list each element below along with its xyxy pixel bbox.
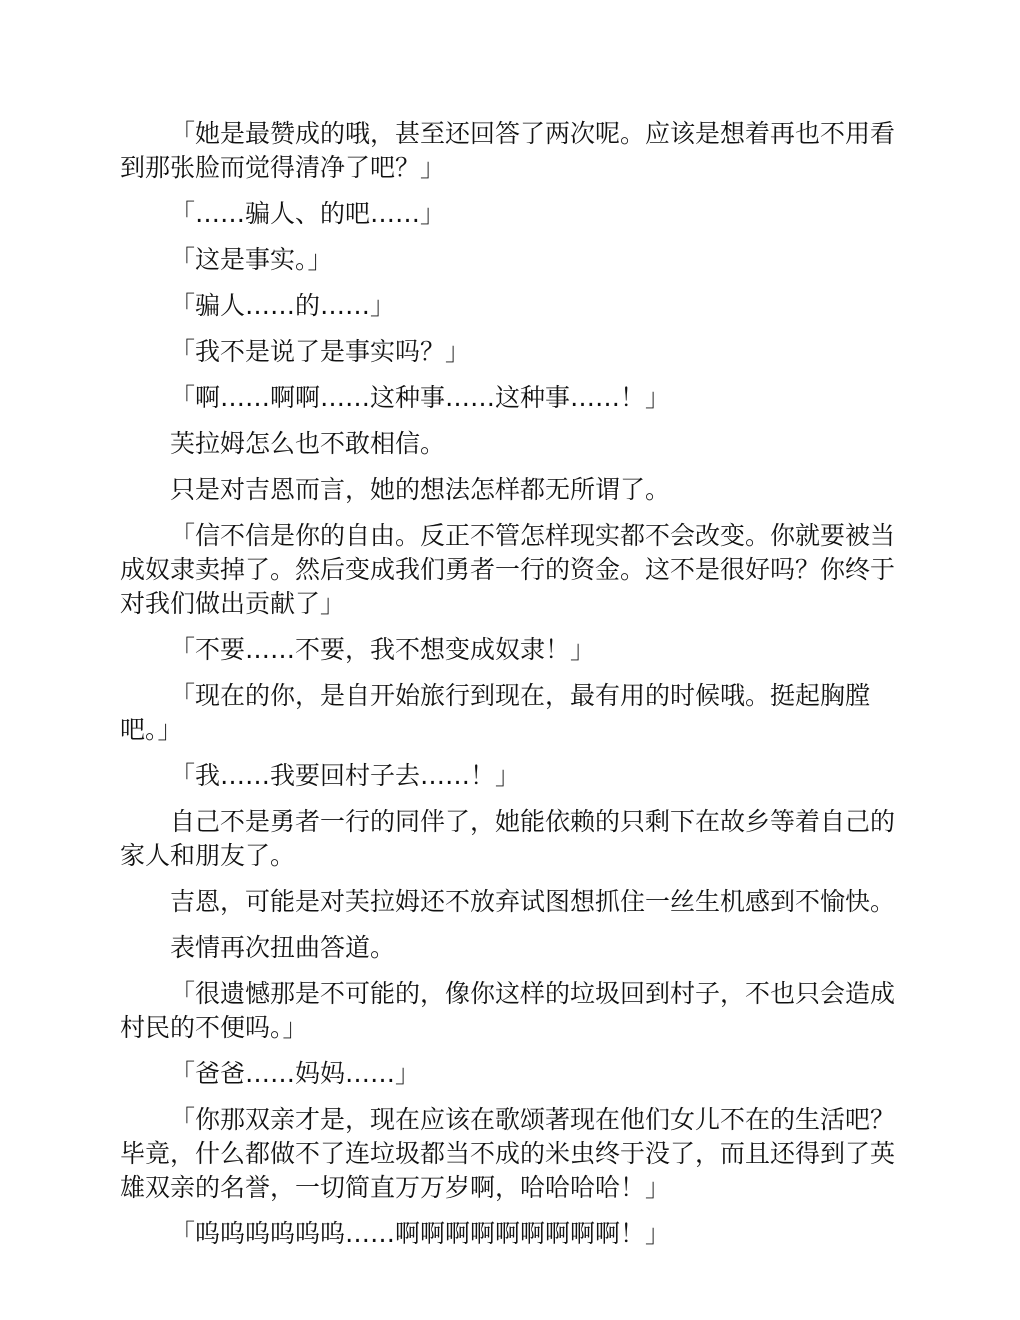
paragraph: 「这是事实。」	[170, 245, 333, 274]
paragraph: 「呜呜呜呜呜呜……啊啊啊啊啊啊啊啊啊！」	[170, 1219, 671, 1248]
paragraph: 「她是最赞成的哦，甚至还回答了两次呢。应该是想着再也不用看到那张脸而觉得清净了吧？」	[120, 119, 896, 182]
paragraph: 芙拉姆怎么也不敢相信。	[170, 429, 446, 458]
paragraph: 「现在的你，是自开始旅行到现在，最有用的时候哦。挺起胸膛吧。」	[120, 681, 871, 744]
paragraph: 「……骗人、的吧……」	[170, 199, 446, 228]
paragraph: 吉恩，可能是对芙拉姆还不放弃试图想抓住一丝生机感到不愉快。	[170, 887, 896, 916]
paragraph: 表情再次扭曲答道。	[170, 933, 396, 962]
paragraph: 「很遗憾那是不可能的，像你这样的垃圾回到村子，不也只会造成村民的不便吗。」	[120, 979, 896, 1042]
paragraph: 「信不信是你的自由。反正不管怎样现实都不会改变。你就要被当成奴隶卖掉了。然后变成我们勇者一行的资金。这不是很好吗？你终于对我们做出贡献了」	[120, 521, 896, 618]
paragraph: 自己不是勇者一行的同伴了，她能依赖的只剩下在故乡等着自己的家人和朋友了。	[120, 807, 896, 870]
paragraph: 「啊……啊啊……这种事……这种事……！」	[170, 383, 671, 412]
paragraph: 「你那双亲才是，现在应该在歌颂著现在他们女儿不在的生活吧？毕竟，什么都做不了连垃圾都当不成的米虫终于没了，而且还得到了英雄双亲的名誉，一切简直万万岁啊，哈哈哈哈！」	[120, 1105, 896, 1202]
paragraph: 「爸爸……妈妈……」	[170, 1059, 421, 1088]
paragraph: 「不要……不要，我不想变成奴隶！」	[170, 635, 596, 664]
paragraph: 「我不是说了是事实吗？」	[170, 337, 471, 366]
paragraph: 「骗人……的……」	[170, 291, 396, 320]
paragraph: 「我……我要回村子去……！」	[170, 761, 521, 790]
paragraph: 只是对吉恩而言，她的想法怎样都无所谓了。	[170, 475, 671, 504]
body-text	[120, 117, 900, 1263]
